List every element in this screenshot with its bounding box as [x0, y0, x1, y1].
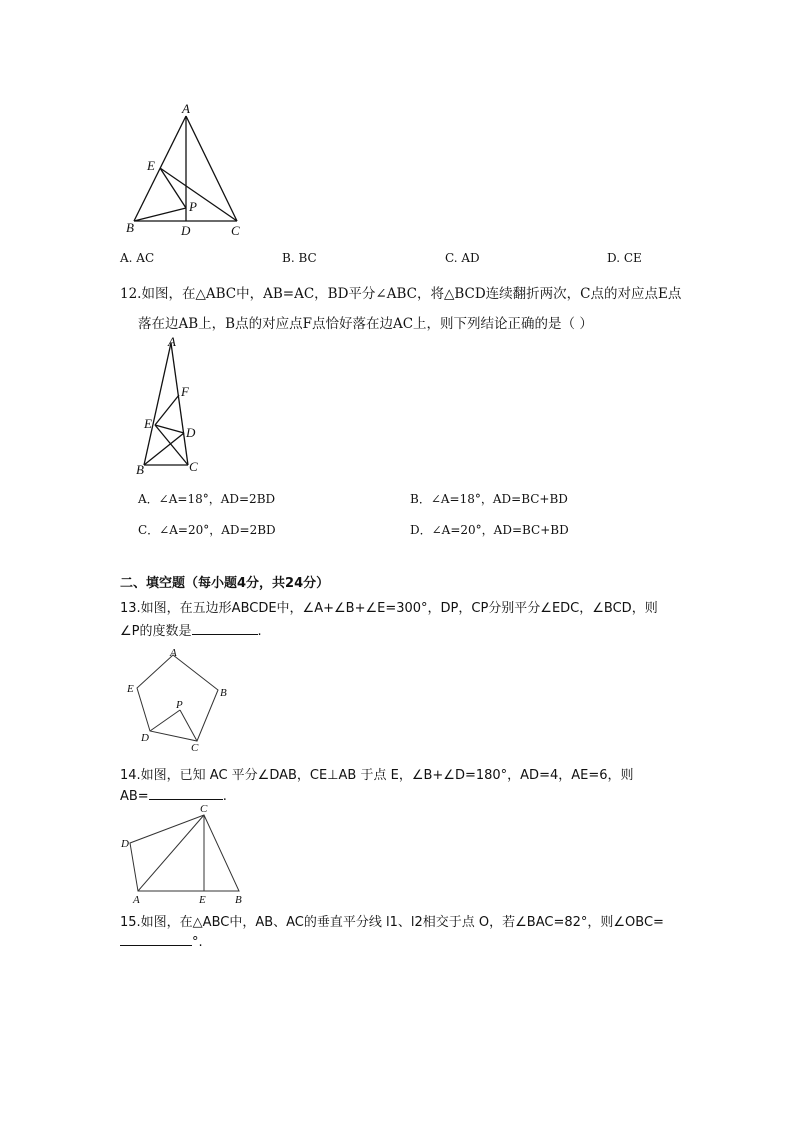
- q13-stem-line2: [120, 620, 262, 639]
- q11-label-c: C: [231, 223, 240, 238]
- q12-label-b: B: [136, 462, 144, 477]
- q13-label-c: C: [191, 742, 199, 754]
- q12-label-d: D: [186, 425, 196, 440]
- q11-label-a: A: [182, 101, 190, 116]
- q11-option-d: D. CE: [607, 251, 642, 265]
- q11-label-b: B: [126, 220, 134, 235]
- q14-label-d: D: [121, 838, 129, 850]
- q12-label-a: A: [168, 334, 176, 349]
- q15-answer-blank[interactable]: [120, 933, 192, 946]
- q13-answer-blank[interactable]: [192, 622, 258, 635]
- q12-stem-line1: 12.如图，在△ABC中，AB=AC，BD平分∠ABC，将△BCD连续翻折两次，C点的对应点E点: [120, 286, 682, 302]
- q15-stem-suffix: °.: [192, 935, 203, 950]
- q14-stem-line2: [120, 787, 227, 804]
- q11-option-c: C. AD: [445, 251, 480, 265]
- q14-label-b: B: [235, 894, 242, 906]
- q13-label-e: E: [127, 683, 134, 695]
- q11-label-e: E: [147, 158, 155, 173]
- q15-stem-line1: 15.如图，在△ABC中，AB、AC的垂直平分线 l1、l2相交于点 O，若∠BAC=82°，则∠OBC=: [120, 915, 664, 930]
- q13-stem-line1: 13.如图，在五边形ABCDE中，∠A+∠B+∠E=300°，DP，CP分别平分∠EDC，∠BCD，则: [120, 601, 658, 616]
- q11-option-b: B. BC: [282, 251, 317, 265]
- q14-label-c: C: [200, 803, 208, 815]
- q14-label-a: A: [133, 894, 140, 906]
- q13-label-d: D: [141, 732, 149, 744]
- q12-label-e: E: [144, 416, 152, 431]
- section-title: 二、填空题（每小题4分，共24分）: [120, 576, 330, 591]
- q11-option-a: A. AC: [120, 251, 155, 265]
- q14-stem-line1: 14.如图，已知 AC 平分∠DAB，CE⊥AB 于点 E，∠B+∠D=180°，AD=4，AE=6，则: [120, 768, 634, 783]
- q12-label-c: C: [189, 459, 198, 474]
- q12-label-f: F: [181, 384, 189, 399]
- q12-option-b: B．∠A=18°，AD=BC+BD: [410, 492, 568, 506]
- q11-label-d: D: [181, 223, 191, 238]
- q12-option-a: A．∠A=18°，AD=2BD: [138, 492, 276, 506]
- q12-figure: [130, 333, 220, 478]
- q14-figure: [118, 803, 253, 908]
- q11-label-p: P: [189, 199, 197, 214]
- q13-label-p: P: [176, 699, 183, 711]
- q12-option-c: C．∠A=20°，AD=2BD: [138, 523, 276, 537]
- q14-stem-prefix: AB=: [120, 789, 149, 804]
- q14-stem-suffix: .: [222, 789, 227, 804]
- q13-figure: [120, 645, 240, 755]
- q13-label-a: A: [170, 647, 177, 659]
- q14-answer-blank[interactable]: [149, 787, 223, 800]
- q12-option-d: D．∠A=20°，AD=BC+BD: [410, 523, 569, 537]
- q13-label-b: B: [220, 687, 227, 699]
- q11-figure: [120, 100, 260, 240]
- q15-stem-line2: [120, 933, 203, 950]
- q13-stem-prefix: ∠P的度数是: [120, 624, 192, 639]
- q14-label-e: E: [199, 894, 206, 906]
- q12-stem-line2: 落在边AB上，B点的对应点F点恰好落在边AC上，则下列结论正确的是（ ）: [138, 316, 593, 332]
- q13-stem-suffix: .: [257, 624, 262, 639]
